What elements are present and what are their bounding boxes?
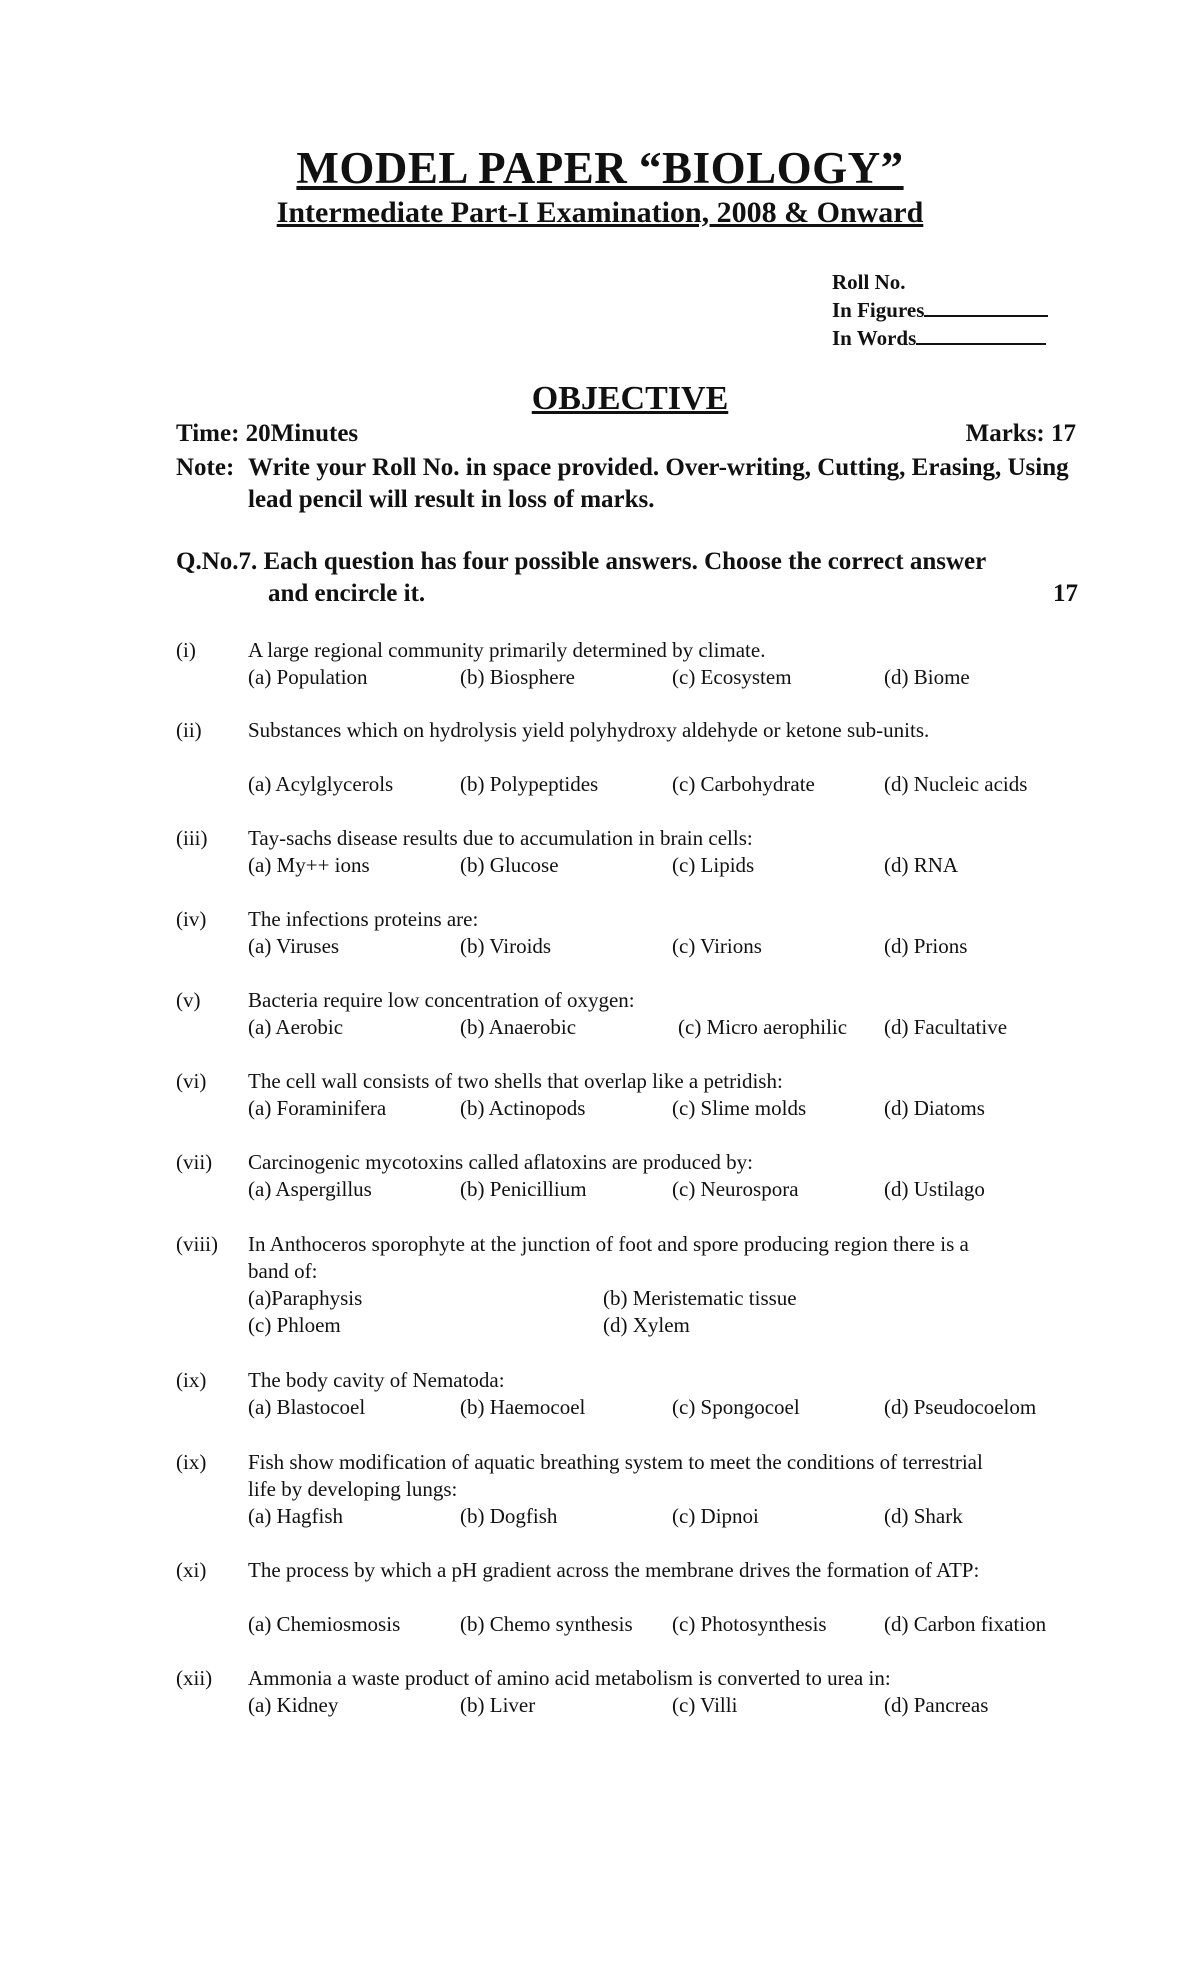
question-stem: The process by which a pH gradient across the membrane drives the formation of ATP: [248,1558,980,1582]
question-stem: Fish show modification of aquatic breathing system to meet the conditions of terrestrial life by developing lungs: [248,1450,983,1501]
question-stem: Tay-sachs disease results due to accumulation in brain cells: [248,826,753,850]
option-row [248,1503,1128,1530]
in-figures-row [832,296,1048,324]
option-a[interactable]: (a) My++ ions [248,853,370,877]
question-stem: The cell wall consists of two shells that overlap like a petridish: [248,1069,783,1093]
option-b[interactable]: (b) Anaerobic [460,1015,577,1039]
option-a[interactable]: (a) Foraminifera [248,1096,387,1120]
option-row [248,1692,1128,1719]
option-c[interactable]: (c) Dipnoi [672,1504,759,1528]
option-d[interactable]: (d) RNA [884,853,959,877]
option-c[interactable]: (c) Micro aerophilic [678,1015,848,1039]
question-number: (i) [176,638,196,662]
marks-label: Marks: 17 [965,420,1076,447]
question-number: (ii) [176,718,202,742]
option-a[interactable]: (a) Viruses [248,934,340,958]
question-stem: A large regional community primarily determined by climate. [248,638,766,662]
option-row [248,1176,1128,1203]
option-c[interactable]: (c) Lipids [672,853,755,877]
question-number: (vii) [176,1150,213,1174]
roll-number-box [832,268,1048,352]
option-b[interactable]: (b) Chemo synthesis [460,1612,633,1636]
option-c[interactable]: (c) Slime molds [672,1096,807,1120]
option-d[interactable]: (d) Nucleic acids [884,772,1028,796]
question-stem: Substances which on hydrolysis yield polyhydroxy aldehyde or ketone sub-units. [248,718,930,742]
option-row [248,852,1128,879]
option-row [248,664,1128,691]
option-a[interactable]: (a) Blastocoel [248,1395,366,1419]
option-b[interactable]: (b) Glucose [460,853,559,877]
note-label: Note: [176,454,235,481]
option-c[interactable]: (c) Photosynthesis [672,1612,827,1636]
time-marks-row [176,420,1076,448]
question-stem: The body cavity of Nematoda: [248,1368,505,1392]
option-c[interactable]: (c) Neurospora [672,1177,799,1201]
option-d[interactable]: (d) Xylem [603,1313,690,1337]
option-row [248,933,1128,960]
in-words-row [832,324,1048,352]
question-number: (vi) [176,1069,207,1093]
option-c[interactable]: (c) Spongocoel [672,1395,800,1419]
question-header [176,546,1078,607]
question-stem: Ammonia a waste product of amino acid metabolism is converted to urea in: [248,1666,891,1690]
option-c[interactable]: (c) Virions [672,934,762,958]
page-subtitle: Intermediate Part-I Examination, 2008 & Onward [276,196,924,229]
option-a[interactable]: (a) Hagfish [248,1504,344,1528]
option-d[interactable]: (d) Shark [884,1504,963,1528]
option-row [248,1312,1128,1339]
option-b[interactable]: (b) Biosphere [460,665,575,689]
option-b[interactable]: (b) Dogfish [460,1504,558,1528]
option-b[interactable]: (b) Liver [460,1693,536,1717]
question-number: (iii) [176,826,208,850]
option-b[interactable]: (b) Viroids [460,934,552,958]
question-number: (v) [176,988,201,1012]
roll-no-label: Roll No. [832,270,906,294]
section-heading: OBJECTIVE [531,380,729,417]
question-number: (xii) [176,1666,213,1690]
option-row [248,1095,1128,1122]
question-header-line1: Q.No.7. Each question has four possible answers. Choose the correct answer [176,548,987,575]
question-number: (viii) [176,1232,218,1256]
option-row [248,1014,1128,1041]
option-c[interactable]: (c) Villi [672,1693,738,1717]
option-c[interactable]: (c) Phloem [248,1313,341,1337]
in-words-label: In Words [832,326,917,350]
question-stem: The infections proteins are: [248,907,479,931]
question-header-marks: 17 [1053,580,1078,607]
option-row [248,1394,1128,1421]
option-d[interactable]: (d) Carbon fixation [884,1612,1047,1636]
option-a[interactable]: (a)Paraphysis [248,1286,363,1310]
option-a[interactable]: (a) Kidney [248,1693,339,1717]
option-row [248,1611,1128,1638]
option-row [248,1285,1128,1312]
question-number: (ix) [176,1450,207,1474]
option-b[interactable]: (b) Haemocoel [460,1395,586,1419]
in-words-blank[interactable] [916,324,1046,345]
in-figures-label: In Figures [832,298,925,322]
option-d[interactable]: (d) Pseudocoelom [884,1395,1037,1419]
option-row [248,771,1128,798]
option-b[interactable]: (b) Penicillium [460,1177,587,1201]
option-c[interactable]: (c) Ecosystem [672,665,792,689]
option-b[interactable]: (b) Actinopods [460,1096,586,1120]
question-stem: Bacteria require low concentration of oxygen: [248,988,635,1012]
option-a[interactable]: (a) Aerobic [248,1015,344,1039]
option-d[interactable]: (d) Prions [884,934,968,958]
option-d[interactable]: (d) Biome [884,665,970,689]
option-c[interactable]: (c) Carbohydrate [672,772,815,796]
option-a[interactable]: (a) Aspergillus [248,1177,372,1201]
page-title: MODEL PAPER “BIOLOGY” [296,143,904,193]
question-stem: In Anthoceros sporophyte at the junction of foot and spore producing region there is a band of: [248,1232,969,1283]
question-stem: Carcinogenic mycotoxins called aflatoxins are produced by: [248,1150,753,1174]
option-d[interactable]: (d) Diatoms [884,1096,985,1120]
option-b[interactable]: (b) Meristematic tissue [603,1286,797,1310]
question-number: (xi) [176,1558,207,1582]
note-text: Write your Roll No. in space provided. Over-writing, Cutting, Erasing, Using lead pencil will result in loss of marks. [248,454,1069,513]
question-number: (iv) [176,907,207,931]
option-d[interactable]: (d) Facultative [884,1015,1008,1039]
option-b[interactable]: (b) Polypeptides [460,772,599,796]
option-d[interactable]: (d) Ustilago [884,1177,985,1201]
in-figures-blank[interactable] [924,296,1048,317]
question-number: (ix) [176,1368,207,1392]
option-d[interactable]: (d) Pancreas [884,1693,989,1717]
time-label: Time: 20Minutes [176,420,359,447]
option-a[interactable]: (a) Population [248,665,368,689]
option-a[interactable]: (a) Acylglycerols [248,772,394,796]
option-a[interactable]: (a) Chemiosmosis [248,1612,401,1636]
question-header-line2: and encircle it. [268,580,426,607]
